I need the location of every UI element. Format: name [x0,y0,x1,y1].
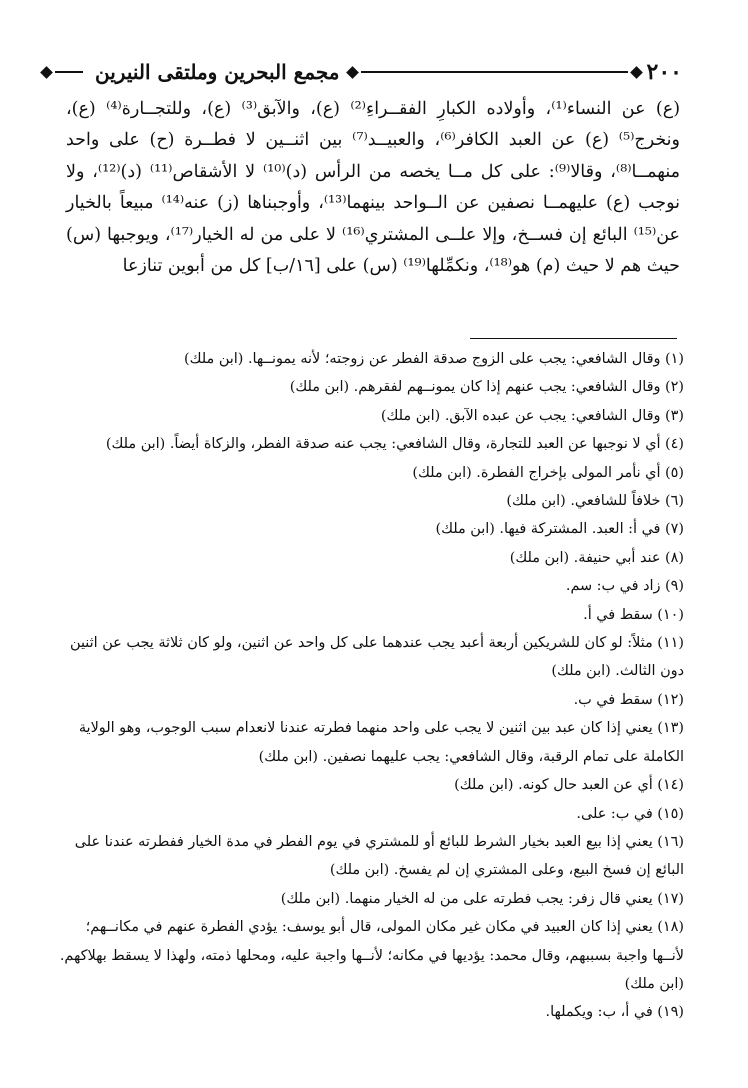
footnote: (٤) أي لا نوجبها عن العبد للتجارة، وقال الشافعي: يجب عنه صدقة الفطر، والزكاة أيضاً. (ابن ملك) [105,436,684,453]
footnote: (١) وقال الشافعي: يجب على الزوج صدقة الفطر عن زوجته؛ لأنه يمونــها. (ابن ملك) [184,351,684,367]
running-title: مجمع البحرين وملتقى النيرين [95,60,340,84]
diamond-ornament-icon [630,66,643,79]
footnote: (٦) خلافاً للشافعي. (ابن ملك) [506,493,684,510]
footnote: (٩) زاد في ب: سم. [565,578,684,595]
header-rule-short [55,71,83,73]
header-rule [361,71,628,73]
footnote: (١٠) سقط في أ. [583,606,684,623]
footnote: (٨) عند أبي حنيفة. (ابن ملك) [509,549,684,566]
diamond-ornament-icon [40,66,53,79]
main-text: (ع) عن النساء⁽¹⁾، وأولاده الكبارِ الفقــراءِ⁽²⁾ (ع)، والآبق⁽³⁾ (ع)، وللتجــارة⁽⁴⁾ (ع)، ونخرج⁽⁵⁾ (ع) عن العبد الكافر⁽⁶⁾، والعبيــد⁽⁷⁾ بين اثنــين لا فطــرة (ح) على واحد منهمــا⁽⁸⁾، وقالا⁽⁹⁾: على كل مــا يخصه من الرأس (د)⁽¹⁰⁾ لا الأشقاص⁽¹¹⁾ (د)⁽¹²⁾، ولا نوجب (ع) عليهمــا نصفين عن الــواحد بينهما⁽¹³⁾، وأوجبناها (ز) عنه⁽¹⁴⁾ مبيعاً بالخيار عن⁽¹⁵⁾ البائع إن فســخ، وإلا علــى المشتري⁽¹⁶⁾ لا على من له الخيار⁽¹⁷⁾، ويوجبها (س) حيث هم لا حيث (م) هو⁽¹⁸⁾، ونكمِّلها⁽¹⁹⁾ (س) على [١٦/ب] كل من أبوين تنازعا [66,99,681,277]
diamond-ornament-icon [346,66,359,79]
footnote: (١٦) يعني إذا بيع العبد بخيار الشرط للبائع أو للمشتري في يوم الفطر في مدة الخيار ففطرته عندنا على البائع إن فسخ البيع، وعلى المشتري إن لم يفسخ. (ابن ملك) [74,833,684,879]
footnote: (١٢) سقط في ب. [573,691,684,708]
footnote: (١٨) يعني إذا كان العبيد في مكان غير مكان المولى، قال أبو يوسف: يؤدي الفطرة عنهم في مكانــهم؛ لأنــها واجبة بسببهم، وقال محمد: يؤديها في مكانه؛ لأنــها واجبة عليه، ومحلها ذمته، ولهذا لا يسقط بهلاكهم. (ابن ملك) [59,919,684,992]
footnote: (١١) مثلاً: لو كان للشريكين أربعة أعبد يجب عندهما على كل واحد عن اثنين، ولو كان ثلاثة يجب عن اثنين دون الثالث. (ابن ملك) [69,635,684,680]
footnote: (٥) أي نأمر المولى بإخراج الفطرة. (ابن ملك) [412,464,684,481]
footnote: (٢) وقال الشافعي: يجب عنهم إذا كان يمونــهم لفقرهم. (ابن ملك) [289,379,684,396]
footnote: (٧) في أ: العبد. المشتركة فيها. (ابن ملك) [435,521,684,538]
footnote: (١٧) يعني قال زفر: يجب فطرته على من له الخيار منهما. (ابن ملك) [280,890,684,907]
page-header [42,54,682,90]
footnote-separator [470,338,677,339]
footnote: (٣) وقال الشافعي: يجب عن عبده الآبق. (ابن ملك) [380,407,684,424]
footnote: (١٥) في ب: على. [576,805,684,822]
footnotes-list [52,345,684,1027]
footnote: (١٩) في أ، ب: ويكملها. [545,1004,684,1021]
page-number: ٢٠٠ [646,59,682,85]
footnote: (١٤) أي عن العبد حال كونه. (ابن ملك) [454,777,684,794]
footnote: (١٣) يعني إذا كان عبد بين اثنين لا يجب على واحد منهما فطرته عندنا لانعدام سبب الوجوب، وهو الولاية الكاملة على تمام الرقبة، وقال الشافعي: يجب عليهما نصفين. (ابن ملك) [78,720,684,765]
